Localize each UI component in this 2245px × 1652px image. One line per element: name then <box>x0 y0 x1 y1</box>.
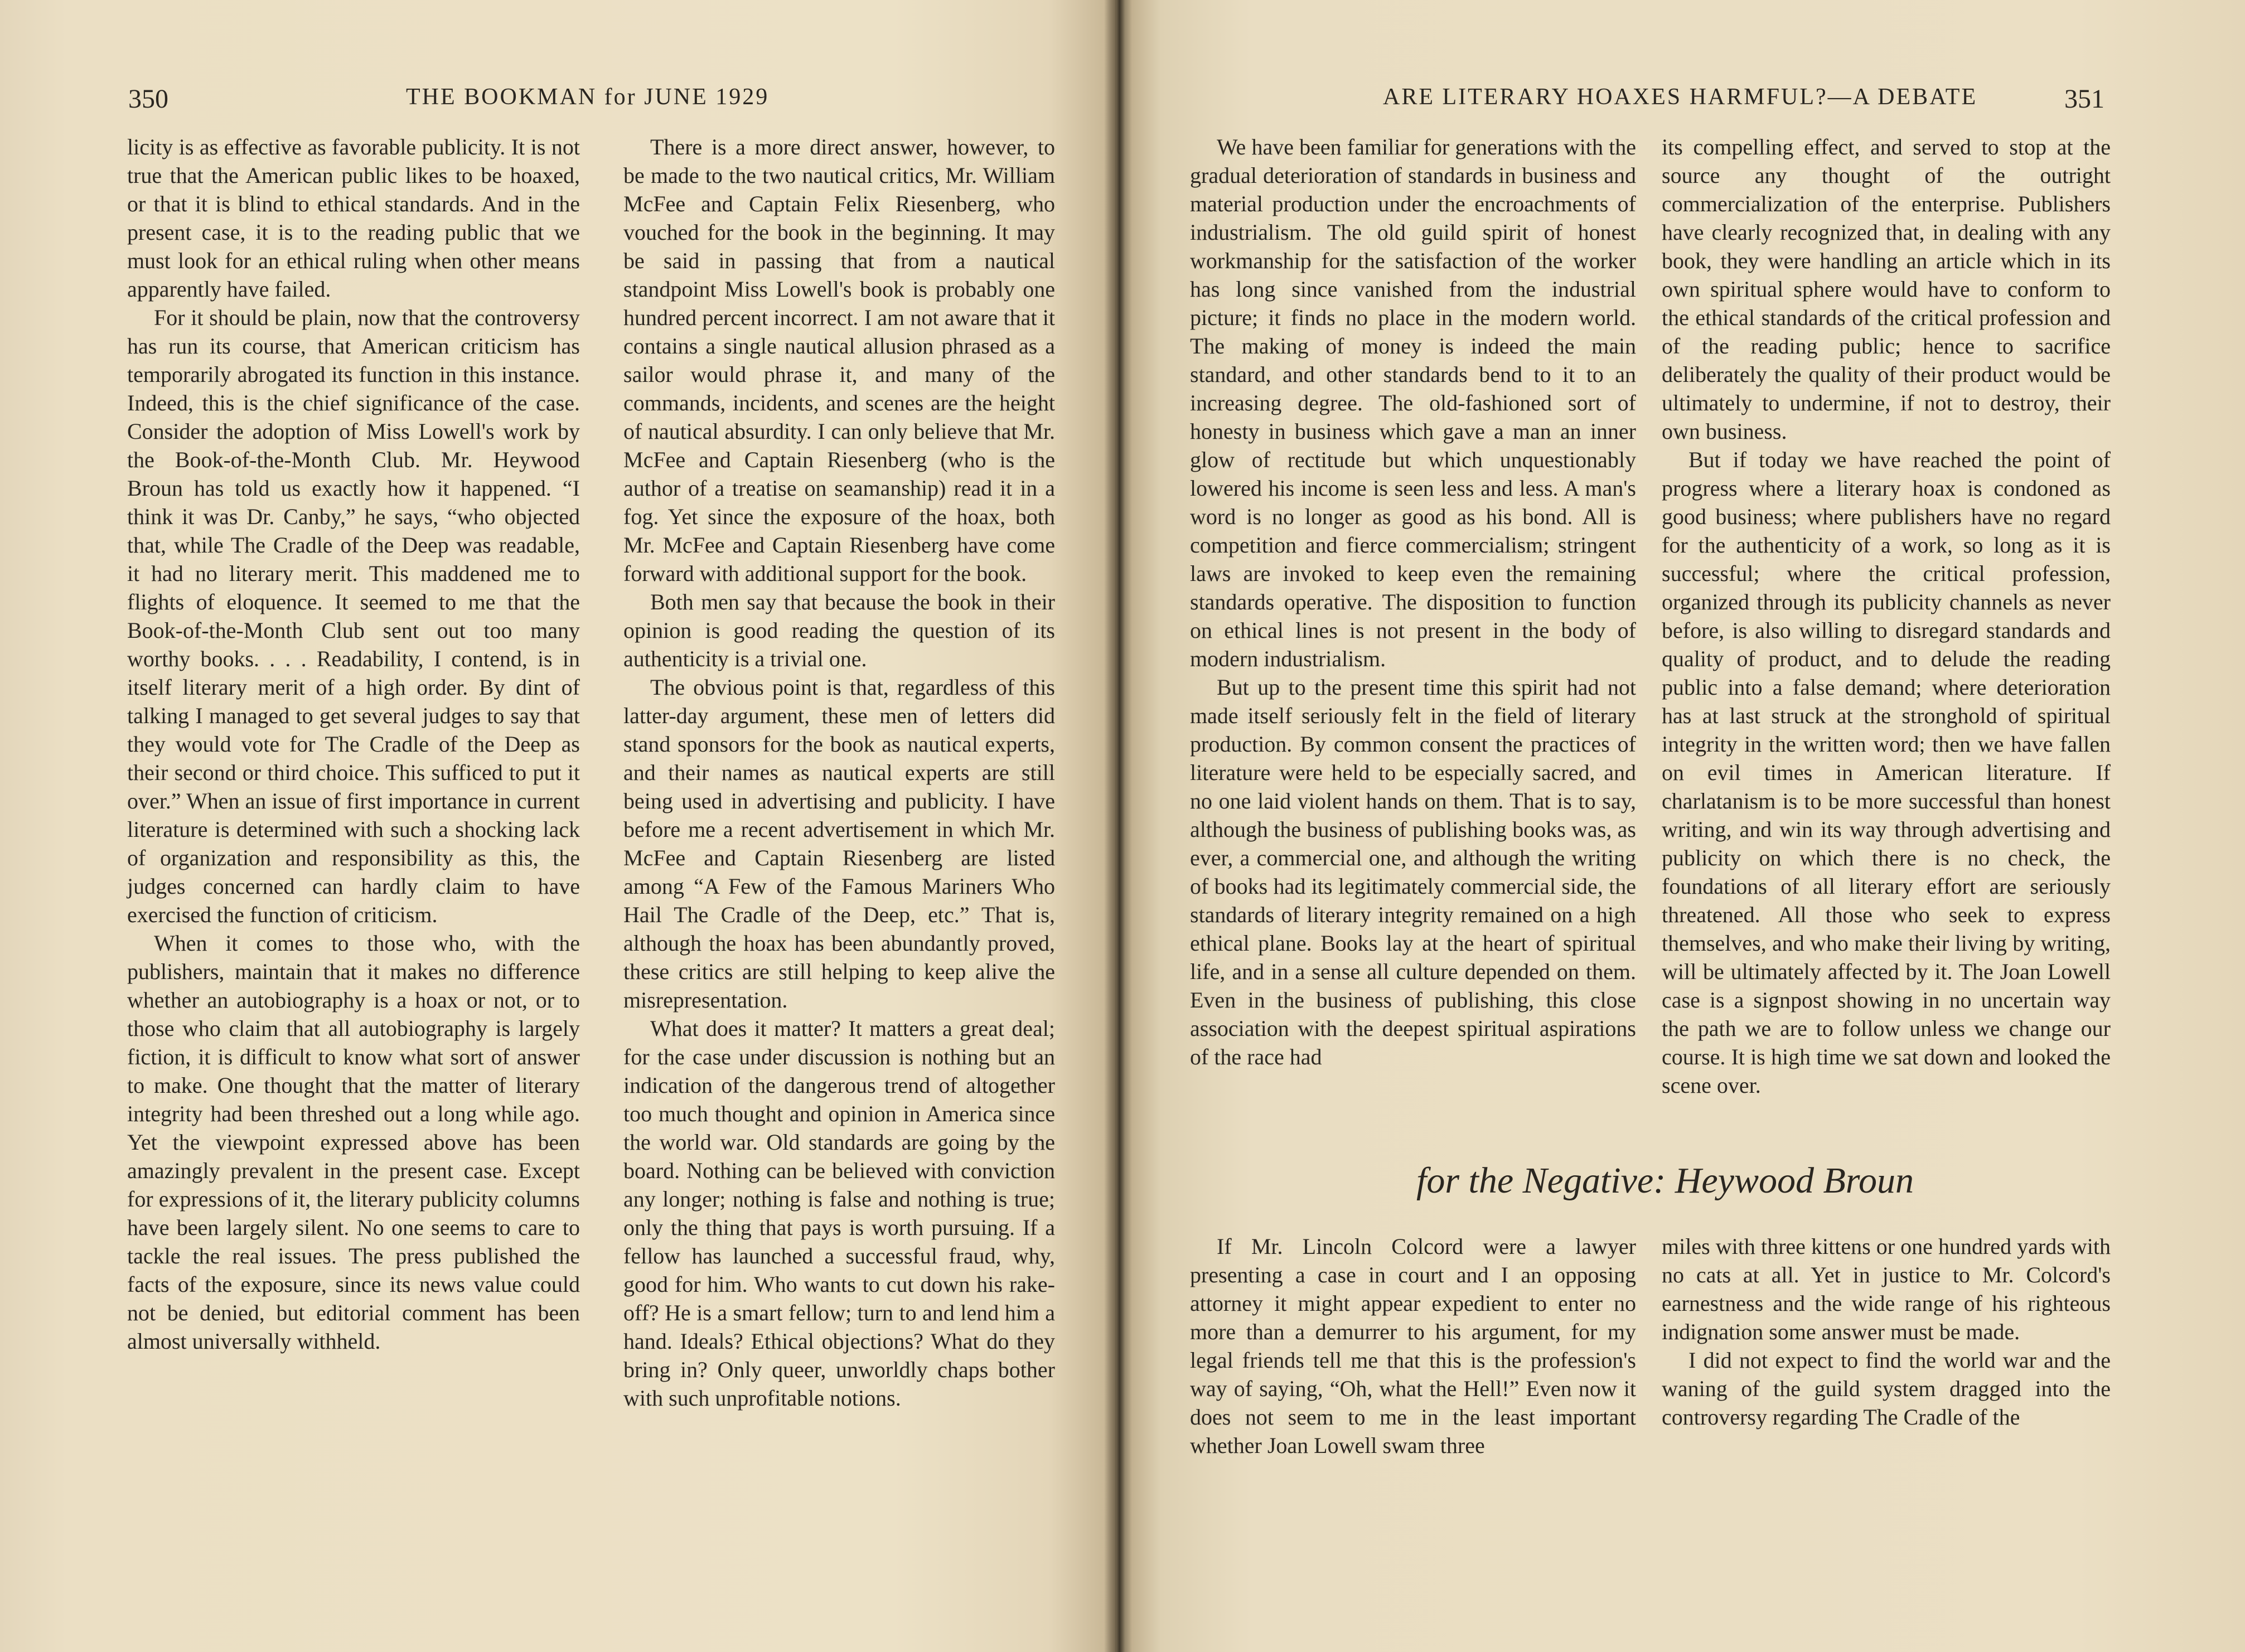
paragraph: The obvious point is that, regardless of this latter-day argument, these men of letters did stand sponsors for the book as nautical experts, and their names as nautical experts are still being used in advertising and publicity. I have before me a recent advertisement in which Mr. McFee and Captain Riesenberg are listed among “A Few of the Famous Mariners Who Hail The Cradle of the Deep, etc.” That is, although the hoax has been abundantly proved, these critics are still helping to keep alive the misrepresentation. <box>623 675 1055 1012</box>
paragraph: licity is as effective as favorable publicity. It is not true that the American public likes to be hoaxed, or that it is blind to ethical standards. And in the present case, it is to the reading public that we must look for an ethical ruling when other means apparently have failed. <box>127 134 580 302</box>
right-column-2 <box>1662 133 2111 1099</box>
left-page-number: 350 <box>128 84 168 114</box>
paragraph: We have been familiar for generations with the gradual deterioration of standards in business and material production under the encroachments of industrialism. The old guild spirit of honest workmanship for the satisfaction of the worker has long since vanished from the industrial picture; it finds no place in the modern world. The making of money is indeed the main standard, and other standards bend to it to an increasing degree. The old-fashioned sort of honesty in business which gave a man an inner glow of rectitude but which unquestionably lowered his income is seen less and less. A man's word is no longer as good as his bond. All is competition and fierce commercialism; stringent laws are invoked to keep even the remaining standards operative. The disposition to function on ethical lines is not present in the body of modern industrialism. <box>1190 134 1636 671</box>
right-page <box>1115 0 2245 1652</box>
book-gutter <box>1104 0 1132 1652</box>
paragraph: its compelling effect, and served to stop at the source any thought of the outright commercialization of the enterprise. Publishers have clearly recognized that, in dealing with any book, they were handling an article which in its own spiritual sphere would have to conform to the ethical standards of the critical profession and of the reading public; hence to sacrifice deliberately the quality of their product would be ultimately to undermine, if not to destroy, their own business. <box>1662 134 2111 444</box>
paragraph: Both men say that because the book in their opinion is good reading the question of its authenticity is a trivial one. <box>623 589 1055 671</box>
section-title: for the Negative: Heywood Broun <box>1416 1160 1914 1201</box>
left-running-head: THE BOOKMAN for JUNE 1929 <box>406 84 770 110</box>
paragraph: But up to the present time this spirit had not made itself seriously felt in the field of literary production. By common consent the practices of literature were held to be especially sacred, and no one laid violent hands on them. That is to say, although the business of publishing books was, as ever, a commercial one, and although the writing of books had its legitimately commercial side, the standards of literary integrity remained on a high ethical plane. Books lay at the heart of spiritual life, and in a sense all culture depended on them. Even in the business of publishing, this close association with the deepest spiritual aspirations of the race had <box>1190 675 1636 1069</box>
paragraph: If Mr. Lincoln Colcord were a lawyer presenting a case in court and I an opposing attorney it might appear expedient to enter no more than a demurrer to his argument, for my legal friends tell me that this is the profession's way of saying, “Oh, what the Hell!” Even now it does not seem to me in the least important whether Joan Lowell swam three <box>1190 1234 1636 1458</box>
right-column-1 <box>1190 133 1636 1071</box>
paragraph: I did not expect to find the world war and the waning of the guild system dragged into the controversy regarding The Cradle of the <box>1662 1348 2111 1430</box>
paragraph: But if today we have reached the point of progress where a literary hoax is condoned as good business; where publishers have no regard for the authenticity of a work, so long as it is successful; where the critical profession, organized through its publicity channels as never before, is also willing to disregard standards and quality of product, and to delude the reading public into a false demand; where deterioration has at last struck at the stronghold of spiritual integrity in the written word; then we have fallen on evil times in American literature. If charlatanism is to be more successful than honest writing, and win its way through advertising and publicity on which there is no check, the foundations of all literary effort are seriously threatened. All those who seek to express themselves, and who make their living by writing, will be ultimately affected by it. The Joan Lowell case is a signpost showing in no uncertain way the path we are to follow unless we change our course. It is high time we sat down and looked the scene over. <box>1662 447 2111 1098</box>
left-page <box>0 0 1115 1652</box>
paragraph: What does it matter? It matters a great deal; for the case under discussion is nothing but an indication of the dangerous trend of altogether too much thought and opinion in America since the world war. Old standards are going by the board. Nothing can be believed with conviction any longer; nothing is false and nothing is true; only the thing that pays is worth pursuing. If a fellow has launched a successful fraud, why, good for him. Who wants to cut down his rake-off? He is a smart fellow; turn to and lend him a hand. Ideals? Ethical objections? What do they bring in? Only queer, unworldly chaps bother with such unprofitable notions. <box>623 1016 1055 1411</box>
paragraph: There is a more direct answer, however, to be made to the two nautical critics, Mr. William McFee and Captain Felix Riesenberg, who vouched for the book in the beginning. It may be said in passing that from a nautical standpoint Miss Lowell's book is probably one hundred percent incorrect. I am not aware that it contains a single nautical allusion phrased as a sailor would phrase it, and many of the commands, incidents, and scenes are the height of nautical absurdity. I can only believe that Mr. McFee and Captain Riesenberg (who is the author of a treatise on seamanship) read it in a fog. Yet since the exposure of the hoax, both Mr. McFee and Captain Riesenberg have come forward with additional support for the book. <box>623 134 1055 586</box>
left-column-1 <box>127 133 580 1355</box>
left-column-2 <box>623 133 1055 1412</box>
paragraph: For it should be plain, now that the controversy has run its course, that American criticism has temporarily abrogated its function in this instance. Indeed, this is the chief significance of the case. Consider the adoption of Miss Lowell's work by the Book-of-the-Month Club. Mr. Heywood Broun has told us exactly how it happened. “I think it was Dr. Canby,” he says, “who objected that, while The Cradle of the Deep was readable, it had no literary merit. This maddened me to flights of eloquence. It seemed to me that the Book-of-the-Month Club sent out too many worthy books. . . . Readability, I contend, is in itself literary merit of a high order. By dint of talking I managed to get several judges to say that they would vote for The Cradle of the Deep as their second or third choice. This sufficed to put it over.” When an issue of first importance in current literature is determined with such a shocking lack of organization and responsibility as this, the judges concerned can hardly claim to have exercised the function of criticism. <box>127 305 580 927</box>
negative-column-1 <box>1190 1232 1636 1460</box>
right-running-head: ARE LITERARY HOAXES HARMFUL?—A DEBATE <box>1383 84 1978 110</box>
paragraph: When it comes to those who, with the publishers, maintain that it makes no difference whether an autobiography is a hoax or not, or to those who claim that all autobiography is largely fiction, it is difficult to know what sort of answer to make. One thought that the matter of literary integrity had been threshed out a long while ago. Yet the viewpoint expressed above has been amazingly prevalent in the present case. Except for expressions of it, the literary publicity columns have been largely silent. No one seems to care to tackle the real issues. The press published the facts of the exposure, since its news value could not be denied, but editorial comment has been almost universally withheld. <box>127 931 580 1354</box>
paragraph: miles with three kittens or one hundred yards with no cats at all. Yet in justice to Mr. Colcord's earnestness and the wide range of his righteous indignation some answer must be made. <box>1662 1234 2111 1344</box>
negative-column-2 <box>1662 1232 2111 1431</box>
right-page-number: 351 <box>2064 84 2104 114</box>
